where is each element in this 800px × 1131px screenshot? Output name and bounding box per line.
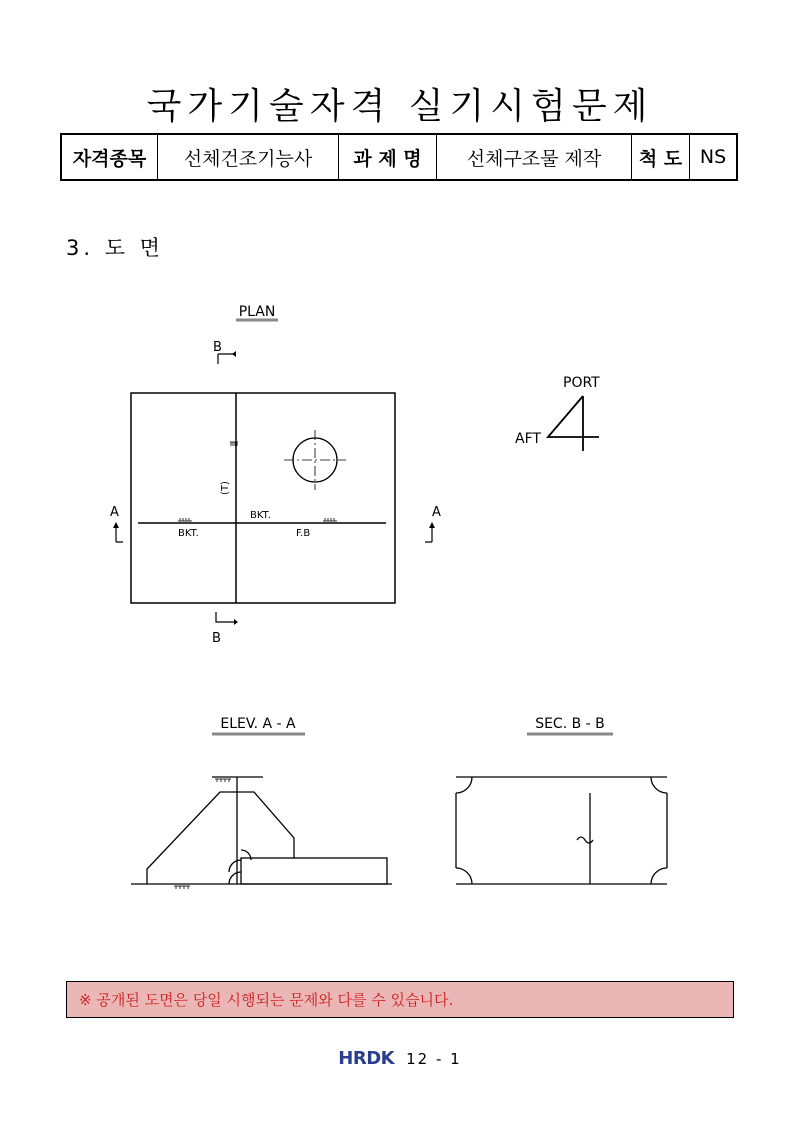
- bkt-label-upper: BKT.: [250, 510, 271, 521]
- scale-value: NS: [699, 146, 727, 168]
- section-mark-b-top: B: [213, 340, 222, 355]
- section-arrow-a-left: [116, 526, 123, 542]
- task-label: 과 제 명: [339, 135, 437, 179]
- fb-label: F.B: [296, 528, 311, 539]
- elevation-view: [131, 777, 392, 884]
- section-heading: 3. 도 면: [66, 236, 164, 260]
- section-mark-b-bottom: B: [212, 631, 221, 646]
- hrdk-logo: HRDK: [338, 1048, 395, 1069]
- scale-label: 척 도: [632, 135, 690, 179]
- field-label: 자격종목: [62, 135, 158, 179]
- page-footer: [0, 1048, 800, 1069]
- document-title: 국가기술자격 실기시험문제: [146, 86, 654, 127]
- section-arrow-b-bottom: [216, 612, 234, 622]
- page-number: 12 - 1: [406, 1049, 462, 1068]
- plan-plate-outline: [131, 393, 395, 603]
- elev-label: ELEV. A - A: [220, 716, 296, 732]
- elev-weld-symbols: [174, 779, 231, 889]
- rotated-mark: (T): [220, 481, 231, 495]
- direction-aft-label: AFT: [515, 431, 541, 447]
- section-arrowhead-a-right: [429, 522, 435, 528]
- section-arrowhead-a-left: [113, 522, 119, 528]
- section-arrowhead-b-top: [232, 351, 236, 357]
- section-mark-a-right: A: [432, 505, 441, 520]
- section-view: [456, 777, 667, 884]
- field-value: 선체건조기능사: [158, 135, 339, 179]
- section-arrow-a-right: [425, 526, 432, 542]
- plan-label: PLAN: [238, 304, 276, 320]
- direction-port-label: PORT: [563, 375, 600, 391]
- section-mark-a-left: A: [110, 505, 119, 520]
- sec-label: SEC. B - B: [535, 716, 605, 732]
- bkt-label-lower: BKT.: [178, 528, 199, 539]
- direction-symbol: [548, 396, 599, 451]
- task-value: 선체구조물 제작: [437, 135, 632, 179]
- notice-box: ※ 공개된 도면은 당일 시행되는 문제와 다를 수 있습니다.: [66, 981, 734, 1018]
- section-arrowhead-b-bottom: [234, 619, 238, 625]
- section-arrow-b-top: [218, 354, 236, 364]
